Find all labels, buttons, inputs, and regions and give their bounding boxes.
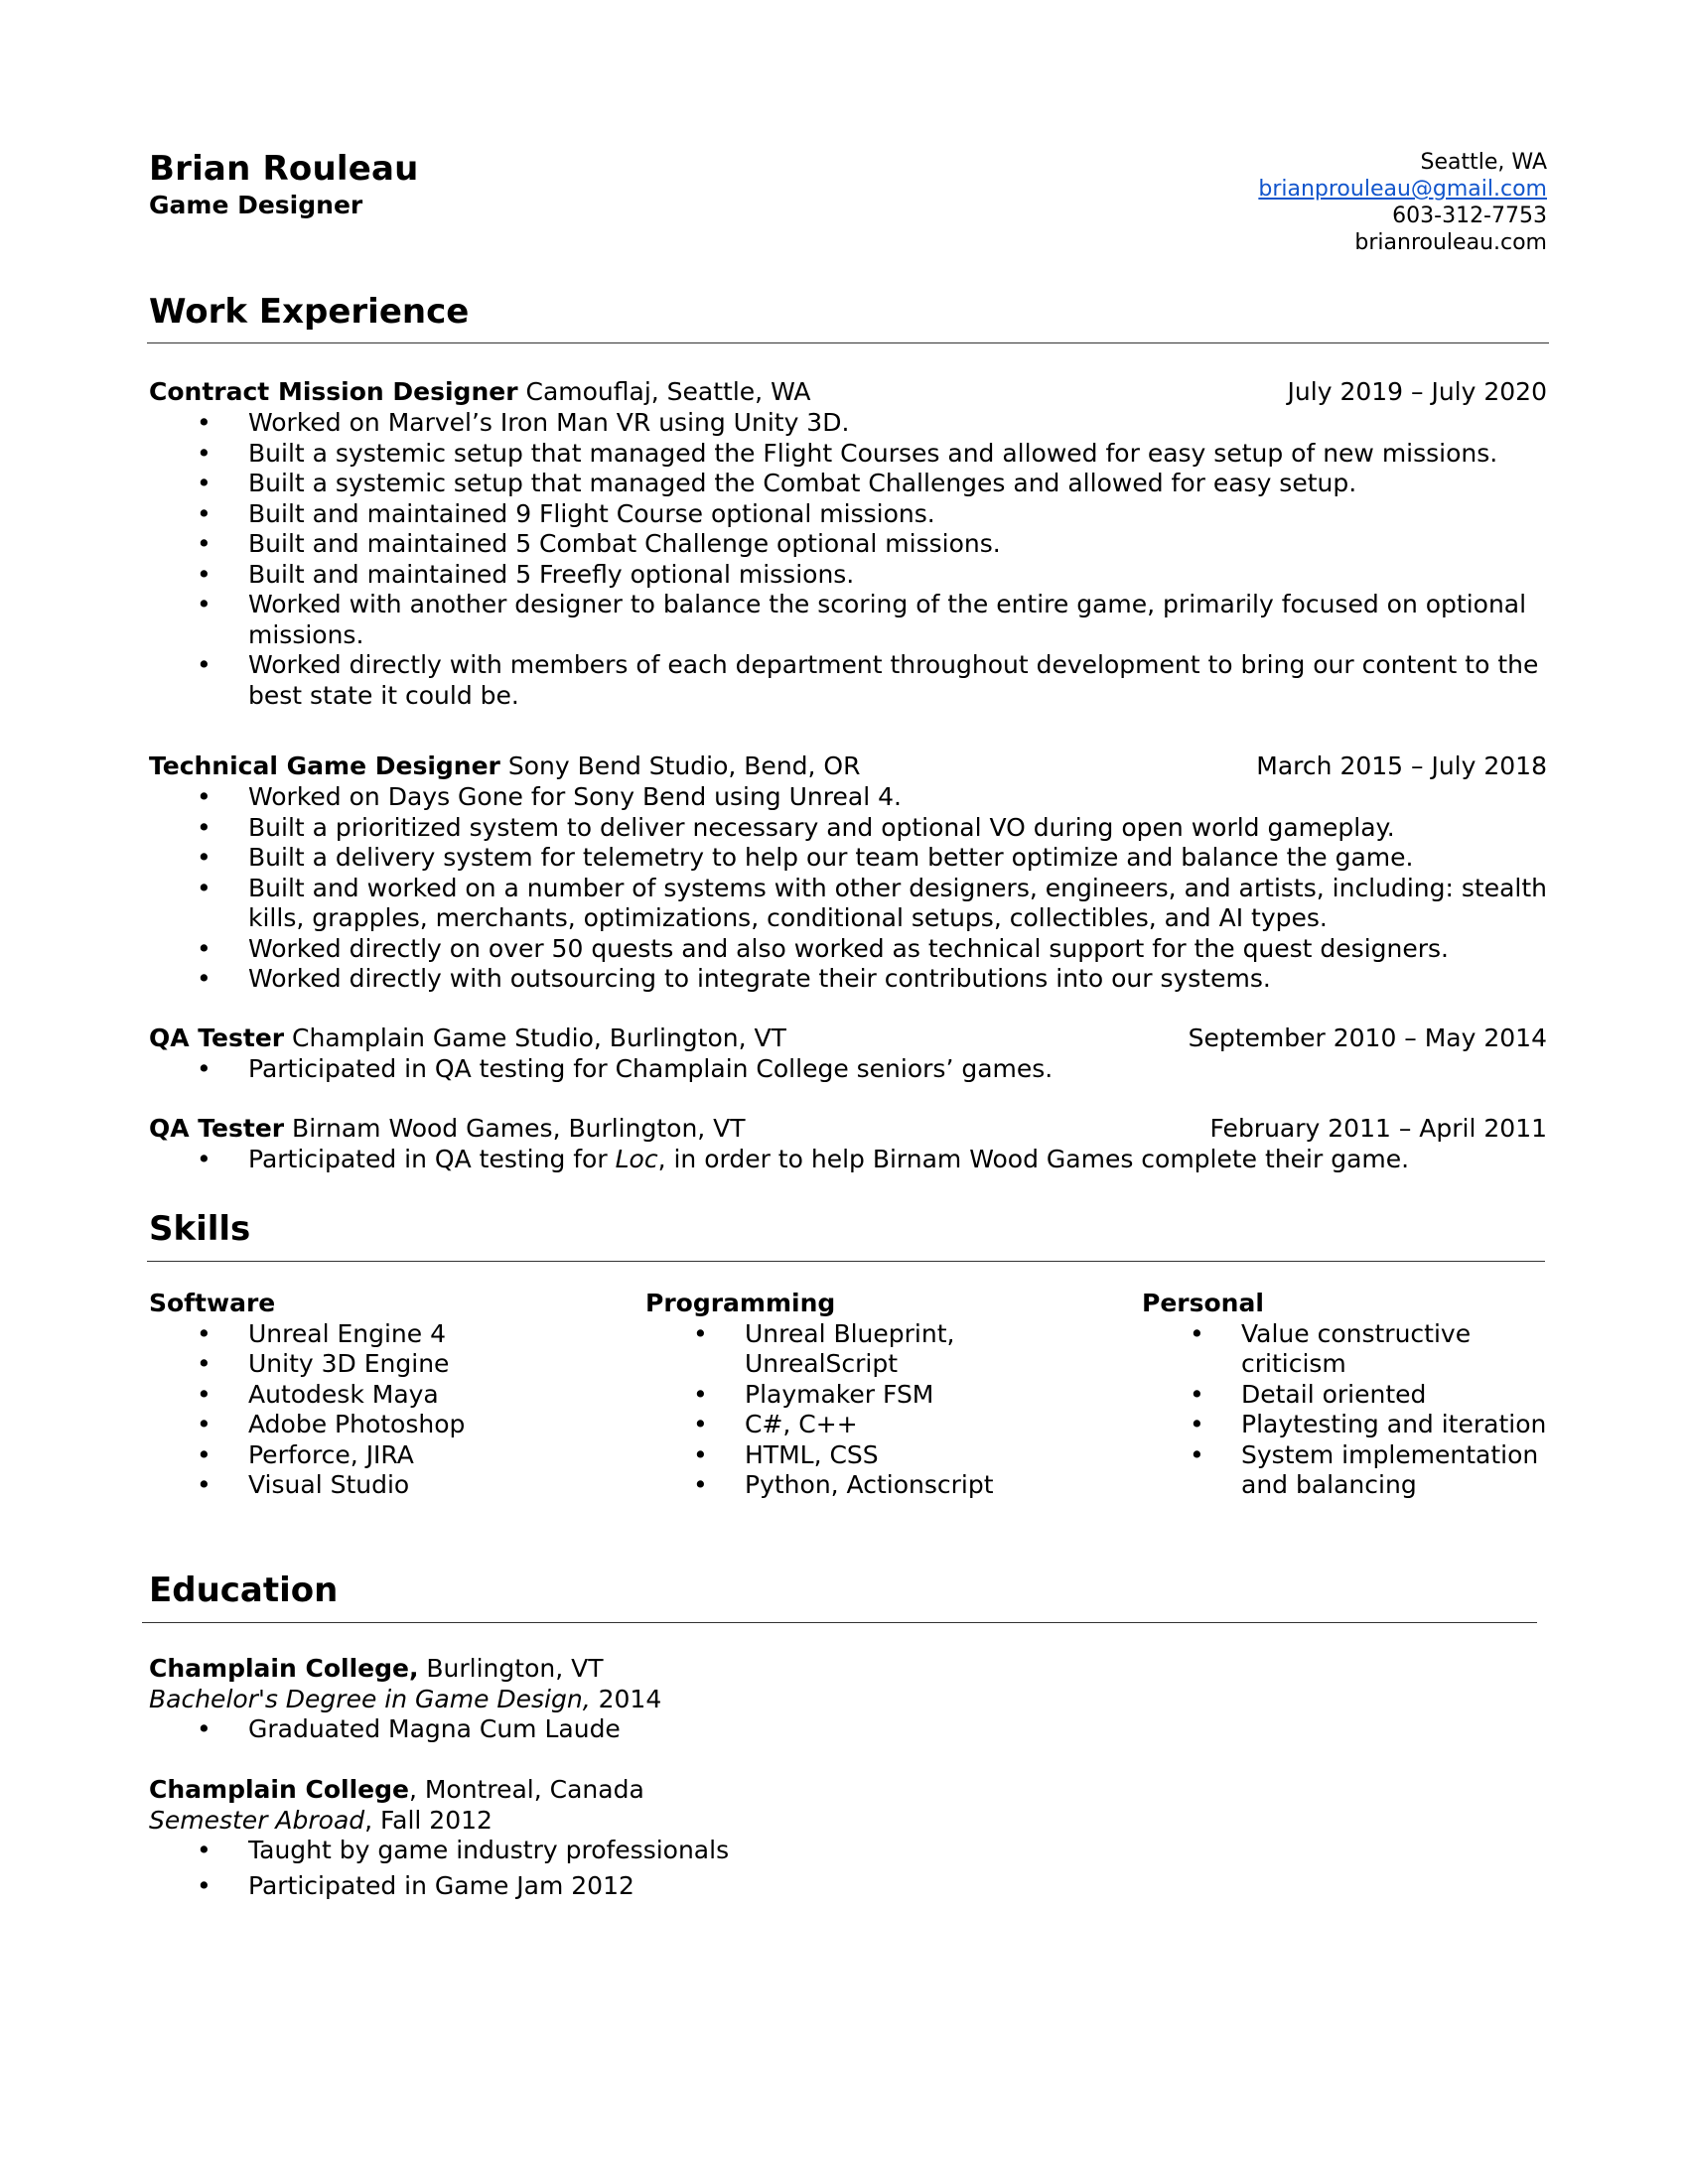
list-item: • Worked directly with outsourcing to integrate their contributions into our systems. (197, 964, 1271, 993)
list-item: • Value constructive criticism (1190, 1318, 1472, 1378)
list-item: • Built and maintained 5 Combat Challenge optional missions. (197, 529, 1001, 558)
list-item: • HTML, CSS (693, 1439, 879, 1469)
list-item: • Built a systemic setup that managed the Flight Courses and allowed for easy setup of new missions. (197, 438, 1498, 468)
school-name: Champlain College (149, 1775, 409, 1804)
list-item: • Worked on Marvel’s Iron Man VR using Unity 3D. (197, 408, 850, 437)
list-item: • Unreal Blueprint, UnrealScript (693, 1318, 955, 1378)
job-title: QA Tester (149, 1024, 285, 1052)
list-item: • Participated in QA testing for Champlain College seniors’ games. (197, 1054, 1054, 1083)
job-title: Technical Game Designer (149, 751, 500, 780)
list-item: • Playmaker FSM (693, 1379, 934, 1409)
candidate-name: Brian Rouleau (149, 149, 419, 189)
list-item: • Graduated Magna Cum Laude (197, 1714, 621, 1743)
degree: Semester Abroad (149, 1805, 365, 1835)
phone: 603-312-7753 (1392, 204, 1547, 228)
job-date: September 2010 – May 2014 (1188, 1024, 1547, 1052)
job-header (149, 1114, 1547, 1144)
list-item: • Built a delivery system for telemetry to help our team better optimize and balance the game. (197, 843, 1414, 872)
list-item: • Detail oriented (1190, 1379, 1427, 1409)
skills-heading: Personal (1142, 1289, 1264, 1317)
education-entry: Champlain College, Montreal, Canada Semester Abroad, Fall 2012 • Taught by game industry professionals • Participated in Game Jam 2012 (149, 1775, 730, 1900)
skills-software (149, 1289, 635, 1501)
job-title: QA Tester (149, 1114, 285, 1143)
list-item: • Worked on Days Gone for Sony Bend using Unreal 4. (197, 782, 902, 811)
list-item: • System implementation and balancing (1190, 1439, 1539, 1499)
contact-block (1258, 149, 1547, 256)
list-item: • Built and maintained 5 Freefly optional missions. (197, 559, 855, 589)
list-item: • Worked with another designer to balance the scoring of the entire game, primarily focused on optional missions. (197, 590, 1527, 649)
skills-personal (1142, 1289, 1549, 1501)
list-item: • Visual Studio (197, 1470, 410, 1499)
job-bullets (149, 408, 1549, 711)
candidate-role: Game Designer (149, 191, 363, 219)
list-item: • Playtesting and iteration (1190, 1410, 1547, 1438)
list-item: • Autodesk Maya (197, 1379, 439, 1409)
location: Seattle, WA (1420, 150, 1547, 175)
skills-heading: Software (149, 1289, 276, 1317)
job-bullets (149, 1145, 1549, 1175)
section-divider (147, 1261, 1545, 1262)
school-name: Champlain College, (149, 1654, 419, 1683)
list-item: • Built a systemic setup that managed the Combat Challenges and allowed for easy setup. (197, 469, 1357, 497)
list-item: • Built a prioritized system to deliver necessary and optional VO during open world gameplay. (197, 812, 1395, 842)
list-item: • Perforce, JIRA (197, 1439, 414, 1469)
list-item: • Taught by game industry professionals (197, 1836, 730, 1864)
job-org: Camouflaj, Seattle, WA (517, 377, 811, 406)
list-item: • Worked directly with members of each department throughout development to bring our content to the best state it could be. (197, 650, 1539, 710)
list-item: • C#, C++ (693, 1410, 858, 1438)
job-date: March 2015 – July 2018 (1256, 751, 1547, 780)
skills-programming (645, 1289, 1023, 1501)
job-bullets (149, 1054, 1549, 1085)
list-item: • Participated in QA testing for Loc, in order to help Birnam Wood Games complete their game. (197, 1145, 1410, 1173)
job-org: Champlain Game Studio, Burlington, VT (284, 1024, 786, 1052)
section-title-education: Education (149, 1570, 339, 1610)
list-item: • Unreal Engine 4 (197, 1318, 446, 1348)
job-bullets (149, 782, 1549, 995)
job-header (149, 751, 1547, 781)
skills-heading: Programming (645, 1289, 836, 1317)
website: brianrouleau.com (1354, 230, 1547, 255)
section-divider (147, 342, 1549, 343)
list-item: • Unity 3D Engine (197, 1349, 450, 1378)
section-title-skills: Skills (149, 1209, 251, 1249)
section-divider (142, 1622, 1537, 1623)
job-date: February 2011 – April 2011 (1209, 1114, 1547, 1143)
list-item: • Worked directly on over 50 quests and also worked as technical support for the quest designers. (197, 933, 1449, 963)
job-header (149, 377, 1547, 407)
section-title-work: Work Experience (149, 292, 470, 332)
job-header (149, 1024, 1547, 1053)
list-item: • Built and maintained 9 Flight Course optional missions. (197, 498, 935, 528)
degree: Bachelor's Degree in Game Design, (149, 1684, 591, 1713)
list-item: • Built and worked on a number of systems with other designers, engineers, and artists, including: stealth kills, grapples, merchants, optimizations, conditional setups, collectibles, and AI types. (197, 873, 1547, 932)
list-item: • Python, Actionscript (693, 1470, 994, 1499)
job-date: July 2019 – July 2020 (1287, 377, 1547, 406)
job-title: Contract Mission Designer (149, 377, 518, 406)
list-item: • Participated in Game Jam 2012 (197, 1870, 634, 1900)
job-org: Birnam Wood Games, Burlington, VT (284, 1114, 746, 1143)
education-entry: Champlain College, Burlington, VT Bachelor's Degree in Game Design, 2014 • Graduated Magna Cum Laude (149, 1654, 662, 1743)
list-item: • Adobe Photoshop (197, 1410, 466, 1438)
job-org: Sony Bend Studio, Bend, OR (499, 751, 861, 780)
email-link[interactable]: brianprouleau@gmail.com (1258, 177, 1547, 202)
